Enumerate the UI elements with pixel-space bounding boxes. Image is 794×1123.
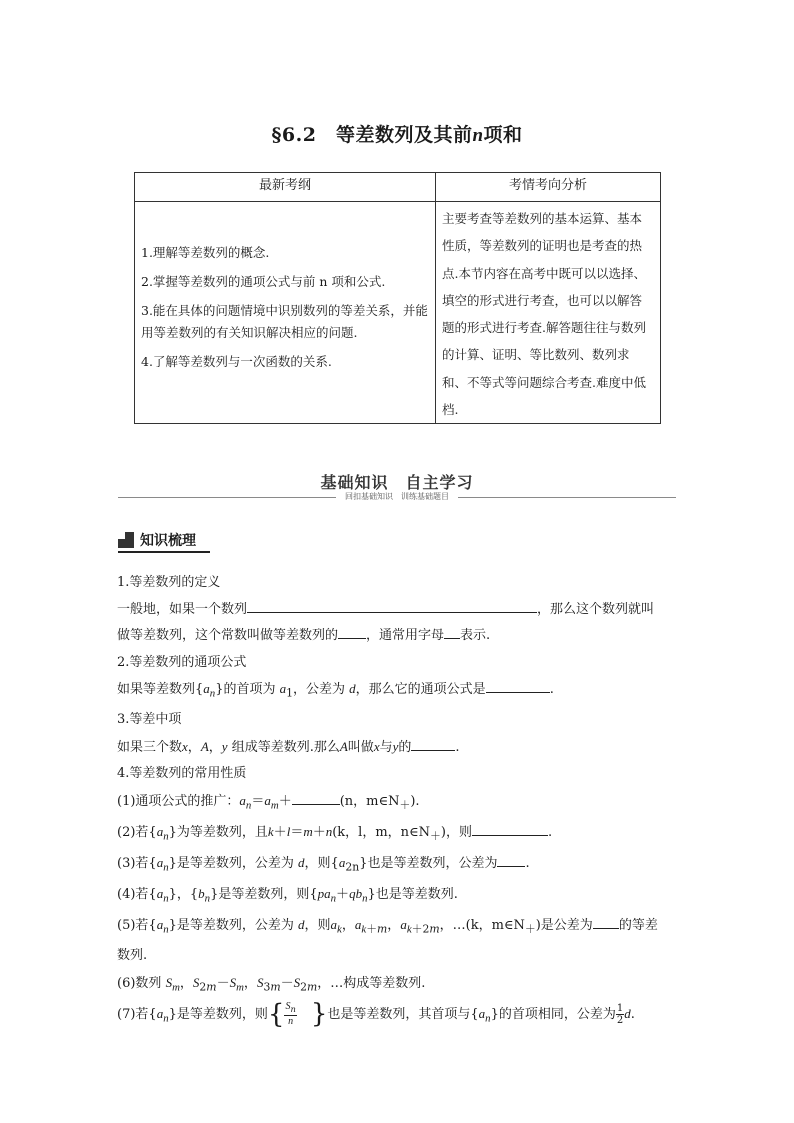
definition-line: 做等差数列，这个常数叫做等差数列的 ，通常用字母 表示. <box>117 623 682 650</box>
heading-middle-term: 3.等差中项 <box>117 712 182 728</box>
outline-item: 3.能在具体的问题情境中识别数列的等差关系，并能用等差数列的有关知识解决相应的问题. <box>141 303 428 340</box>
property-1: (1)通项公式的推广：$a_n=a_m+ (n$，$m\in N_+$). <box>117 788 682 819</box>
outline-items-cell <box>135 202 436 424</box>
property-4: (4)若$\{a_n\}$，$\{b_n\}$是等差数列，则$\{pa_n+qb_n\}$也是等差数列. <box>117 885 458 905</box>
blank[interactable] <box>472 821 548 836</box>
heading-formula: 2.等差数列的通项公式 <box>117 654 247 670</box>
section-square-icon <box>118 532 134 548</box>
outline-item: 1.理解等差数列的概念. <box>141 245 270 260</box>
formula-line: 如果等差数列$\{a_n\}$的首项为 $a_1$，公差为 d，那么它的通项公式是 . <box>117 676 682 707</box>
property-5: (5)若$\{a_n\}$是等差数列，公差为 d，则$a_k$，$a_{k+m}$，$a_{k+2m}$，…(k，$m\in N_+$)是公差为 的等差 <box>117 912 682 943</box>
blank[interactable] <box>338 624 366 639</box>
property-5-cont: 数列. <box>117 948 148 964</box>
property-3: (3)若$\{a_n\}$是等差数列，公差为 d，则$\{a_{2n}\}$也是等差数列，公差为 . <box>117 850 682 881</box>
knowledge-section-heading: 知识梳理 <box>118 529 196 551</box>
definition-line: 一般地，如果一个数列 ，那么这个数列就叫 <box>117 597 682 624</box>
page-title: §6.2 等差数列及其前n项和 <box>271 124 523 146</box>
property-7: (7)若$\{a_n\}$是等差数列，则{ $\frac{S_n}{n}$ }也是等差数列，其首项与$\{a_n\}$的首项相同，公差为 $\frac{1}{2}$ d. <box>117 999 635 1030</box>
heading-definition: 1.等差数列的定义 <box>117 575 221 590</box>
banner-subtitle: 回扣基础知识 训练基础题目 <box>345 492 449 501</box>
sn-over-n: $\frac{S_n}{n}$ <box>285 1001 296 1028</box>
blank[interactable] <box>497 852 525 867</box>
outline-item: 4.了解等差数列与一次函数的关系. <box>141 354 332 369</box>
outline-item: 2.掌握等差数列的通项公式与前 n 项和公式. <box>141 274 386 289</box>
blank[interactable] <box>486 678 550 693</box>
property-6: (6)数列 $S_m$，$S_{2m}-S_m$，$S_{3m}-S_{2m}$，…构成等差数列. <box>117 974 426 994</box>
banner-title: 基础知识 自主学习 <box>320 473 474 492</box>
property-2: (2)若$\{a_n\}$为等差数列，且k＋l＝m＋n(k，l，m，$n\in N_+$)，则 . <box>117 819 682 850</box>
blank[interactable] <box>247 598 537 613</box>
heading-properties: 4.等差数列的常用性质 <box>117 766 247 782</box>
blank[interactable] <box>411 736 455 751</box>
knowledge-body <box>117 570 682 1032</box>
header-latest-outline: 最新考纲 <box>135 173 436 202</box>
blank[interactable] <box>444 624 460 639</box>
half-fraction: $\frac{1}{2}$ <box>616 1002 624 1026</box>
exam-outline-table <box>134 172 661 424</box>
analysis-cell: 主要考查等差数列的基本运算、基本性质，等差数列的证明也是考查的热点.本节内容在高考中既可以以选择、填空的形式进行考查，也可以以解答题的形式进行考查.解答题往往与数列的计算、证明、等比数列、数列求和、不等式等问题综合考查.难度中低档. <box>436 202 661 424</box>
header-exam-analysis: 考情考向分析 <box>436 173 661 202</box>
middle-term-line: 如果三个数x，A，y 组成等差数列.那么A叫做x与y的 . <box>117 734 682 762</box>
blank[interactable] <box>593 914 619 929</box>
section-banner <box>0 470 794 501</box>
blank[interactable] <box>292 790 340 805</box>
